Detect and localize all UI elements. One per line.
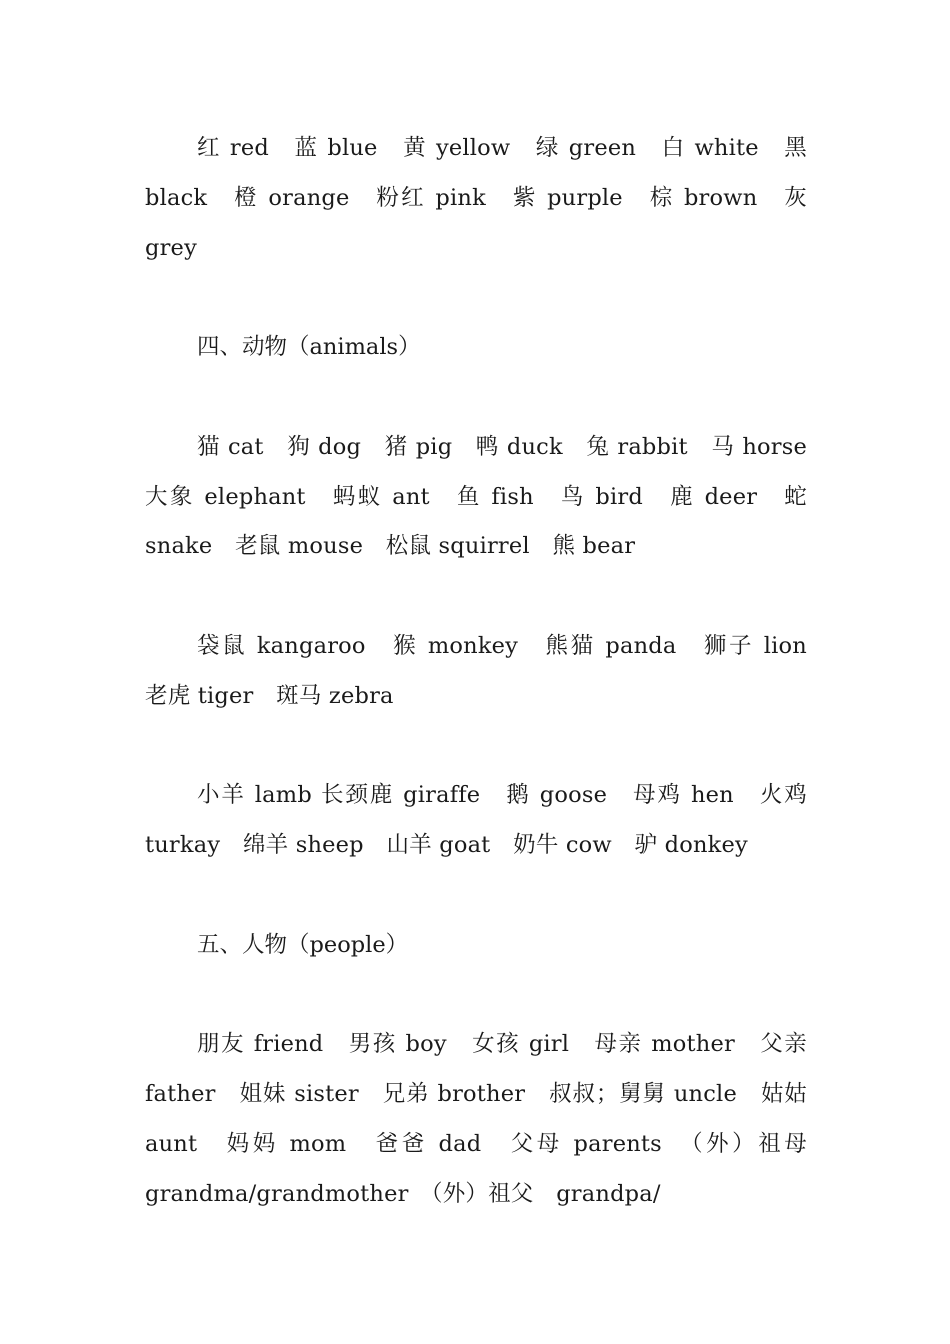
colors-paragraph: 红 red 蓝 blue 黄 yellow 绿 green 白 white 黑 black 橙 orange 粉红 pink 紫 purple 棕 brown 灰 grey [145, 135, 807, 261]
spacer [145, 273, 807, 323]
spacer [145, 572, 807, 622]
people-paragraph: 朋友 friend 男孩 boy 女孩 girl 母亲 mother 父亲 father 姐妹 sister 兄弟 brother 叔叔；舅舅 uncle 姑姑 aunt 妈妈 mom 爸爸 dad 父母 parents （外）祖母 grandma/grandmother （外）祖父 grandpa/ [145, 1031, 830, 1207]
animals-paragraph-2: 袋鼠 kangaroo 猴 monkey 熊猫 panda 狮子 lion 老虎 tiger 斑马 zebra [145, 632, 830, 709]
spacer [145, 971, 807, 1021]
animals-paragraph-3: 小羊 lamb 长颈鹿 giraffe 鹅 goose 母鸡 hen 火鸡 turkay 绵羊 sheep 山羊 goat 奶牛 cow 驴 donkey [145, 782, 807, 859]
animals-paragraph-1: 猫 cat 狗 dog 猪 pig 鸭 duck 兔 rabbit 马 horse 大象 elephant 蚂蚁 ant 鱼 fish 鸟 bird 鹿 deer 蛇 snake 老鼠 mouse 松鼠 squirrel 熊 bear [145, 433, 830, 560]
section-heading-people: 五、人物（people） [197, 931, 409, 958]
spacer [145, 722, 807, 772]
spacer [145, 373, 807, 423]
document-page [145, 124, 830, 1220]
spacer [145, 871, 807, 921]
section-heading-animals: 四、动物（animals） [197, 334, 421, 361]
